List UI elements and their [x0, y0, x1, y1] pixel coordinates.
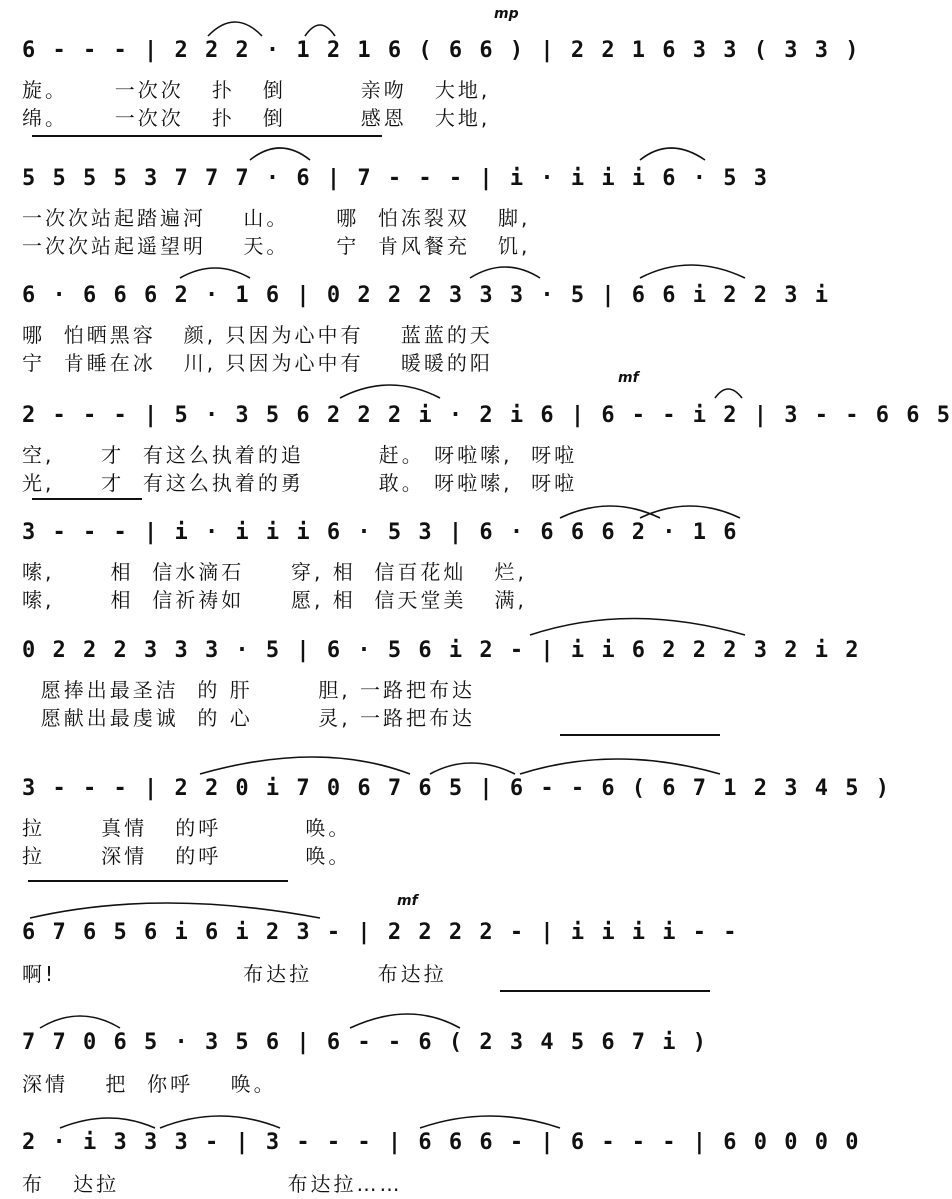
- notation-line: 3 - - - | i · i i i 6 · 5 3 | 6 · 6 6 6 2 · 1 6: [22, 520, 739, 545]
- notation-line: 6 · 6 6 6 2 · 1 6 | 0 2 2 2 3 3 3 · 5 | 6 6 i 2 2 3 i: [22, 283, 830, 308]
- lyric-verse-2: 宁 肯睡在冰 川, 只因为心中有 暖暖的阳: [22, 351, 493, 375]
- notation-line: 2 - - - | 5 · 3 5 6 2 2 2 i · 2 i 6 | 6 - - i 2 | 3 - - 6 6 5: [22, 403, 952, 428]
- lyric-line: 深情 把 你呼 唤。: [22, 1072, 277, 1096]
- notation-line: 7 7 0 6 5 · 3 5 6 | 6 - - 6 ( 2 3 4 5 6 7 i ): [22, 1030, 709, 1055]
- lyric-line: 布 达拉 布达拉……: [22, 1172, 403, 1196]
- lyric-verse-2: 一次次站起遥望明 天。 宁 肯风餐充 饥,: [22, 234, 531, 258]
- lyric-verse-1: 一次次站起踏遍河 山。 哪 怕冻裂双 脚,: [22, 206, 531, 230]
- lyric-verse-2: 光, 才 有这么执着的勇 敢。 呀啦嗦, 呀啦: [22, 471, 578, 495]
- lyric-verse-1: 哪 怕晒黑容 颜, 只因为心中有 蓝蓝的天: [22, 323, 493, 347]
- notation-line: 3 - - - | 2 2 0 i 7 0 6 7 6 5 | 6 - - 6 ( 6 7 1 2 3 4 5 ): [22, 776, 891, 801]
- lyric-verse-2: 绵。 一次次 扑 倒 感恩 大地,: [22, 106, 491, 130]
- notation-line: 6 7 6 5 6 i 6 i 2 3 - | 2 2 2 2 - | i i i i - -: [22, 920, 739, 945]
- notation-line: 0 2 2 2 3 3 3 · 5 | 6 · 5 6 i 2 - | i i 6 2 2 2 3 2 i 2: [22, 638, 861, 663]
- notation-line: 5 5 5 5 3 7 7 7 · 6 | 7 - - - | i · i i i 6 · 5 3: [22, 166, 770, 191]
- dynamic-mf: mf: [618, 370, 639, 386]
- lyric-verse-1: 空, 才 有这么执着的追 赶。 呀啦嗦, 呀啦: [22, 443, 578, 467]
- lyric-verse-1: 拉 真情 的呼 唤。: [22, 816, 352, 840]
- dynamic-mp: mp: [494, 6, 519, 22]
- lyric-verse-2: 拉 深情 的呼 唤。: [22, 844, 352, 868]
- notation-line: 6 - - - | 2 2 2 · 1 2 1 6 ( 6 6 ) | 2 2 1 6 3 3 ( 3 3 ): [22, 38, 861, 63]
- lyric-verse-1: 旋。 一次次 扑 倒 亲吻 大地,: [22, 78, 491, 102]
- lyric-verse-1: 嗦, 相 信水滴石 穿, 相 信百花灿 烂,: [22, 560, 527, 584]
- lyric-verse-2: 愿献出最虔诚 的 心 灵, 一路把布达: [22, 706, 476, 730]
- lyric-line: 啊! 布达拉 布达拉: [22, 962, 447, 986]
- notation-line: 2 · i 3 3 3 - | 3 - - - | 6 6 6 - | 6 - - - | 6 0 0 0 0: [22, 1130, 861, 1155]
- lyric-verse-1: 愿捧出最圣洁 的 肝 胆, 一路把布达: [22, 678, 476, 702]
- lyric-verse-2: 嗦, 相 信祈祷如 愿, 相 信天堂美 满,: [22, 588, 527, 612]
- dynamic-mf: mf: [397, 893, 418, 909]
